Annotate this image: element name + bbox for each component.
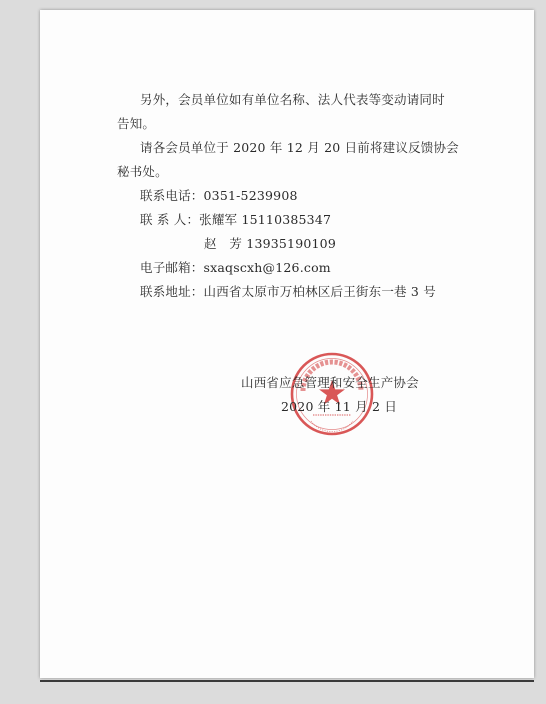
paragraph-2-line-1: 请各会员单位于 2020 年 12 月 20 日前将建议反馈协会: [140, 140, 459, 155]
paragraph-1-line-1: 另外，会员单位如有单位名称、法人代表等变动请同时: [140, 92, 445, 107]
contact-address-value: 山西省太原市万柏林区后王街东一巷 3 号: [203, 284, 436, 299]
contact-person-2-phone: 13935190109: [246, 236, 336, 251]
contact-person-label: 联 系 人：: [140, 212, 200, 227]
contact-email-row: [140, 260, 331, 276]
official-seal-stamp: [289, 351, 375, 437]
page-bottom-rule: [40, 680, 534, 682]
paragraph-2-line-2: 秘书处。: [117, 164, 168, 179]
signature-date: 2020 年 11 月 2 日: [281, 399, 398, 414]
document-page: [40, 10, 534, 678]
contact-person-2-name: 赵 芳: [204, 236, 243, 251]
contact-address-row: [140, 284, 436, 300]
contact-person-row-1: [140, 212, 331, 228]
contact-person-1-phone: 15110385347: [241, 212, 332, 227]
contact-person-row-2: [204, 236, 336, 252]
contact-email-value: sxaqscxh@126.com: [203, 260, 331, 275]
contact-phone-row: [140, 188, 298, 204]
contact-phone-label: 联系电话：: [140, 188, 204, 203]
paragraph-1-line-2: 告知。: [117, 116, 156, 131]
signature-organization: 山西省应急管理和安全生产协会: [241, 375, 419, 390]
contact-address-label: 联系地址：: [140, 284, 204, 299]
contact-email-label: 电子邮箱：: [140, 260, 204, 275]
contact-person-1-name: 张耀军: [199, 212, 238, 227]
contact-phone-value: 0351-5239908: [203, 188, 298, 203]
